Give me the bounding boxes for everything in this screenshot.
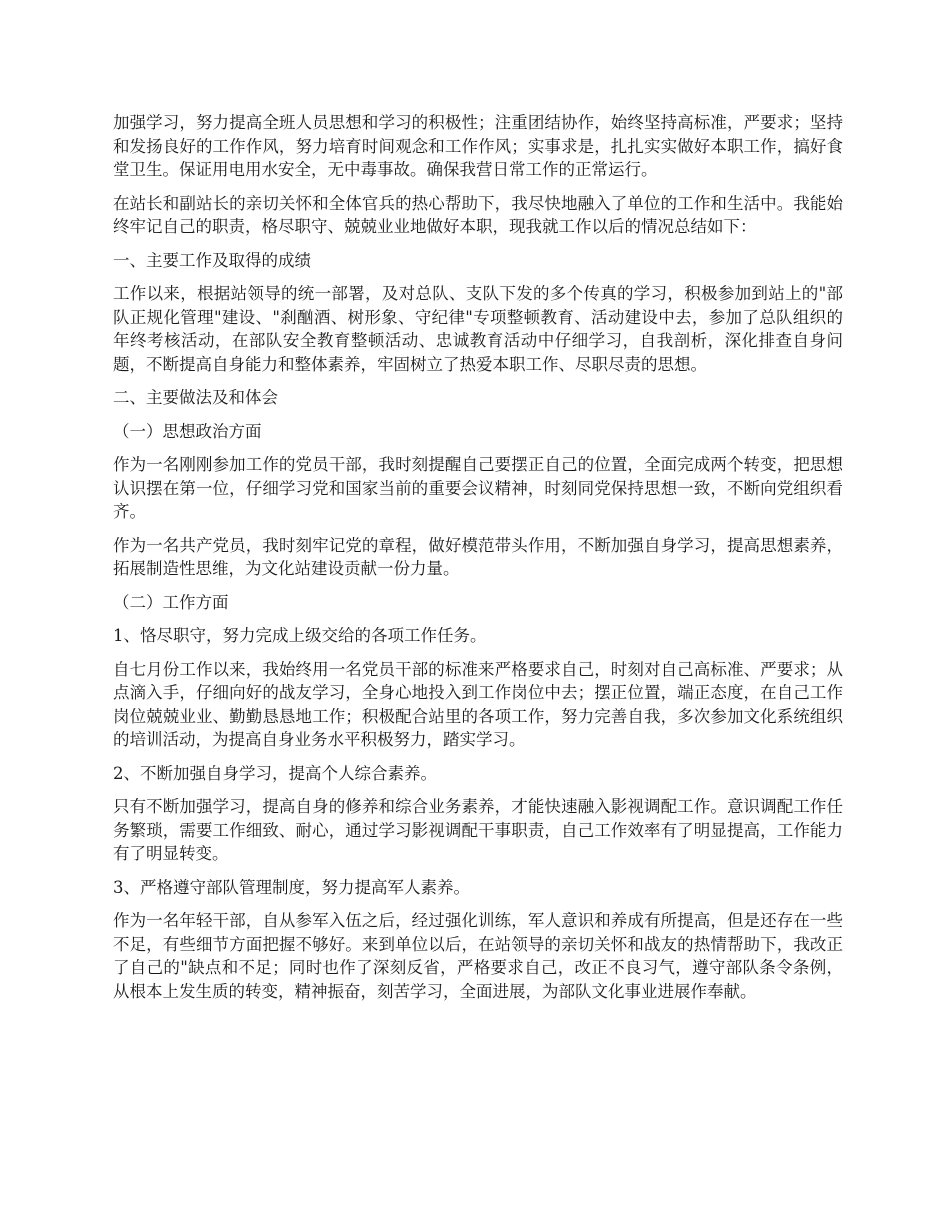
paragraph: 只有不断加强学习，提高自身的修养和综合业务素养，才能快速融入影视调配工作。意识调配工作任务繁琐，需要工作细致、耐心，通过学习影视调配干事职责，自己工作效率有了明显提高，工作能力有了明显转变。 — [113, 797, 843, 863]
item-heading: 1、恪尽职守，努力完成上级交给的各项工作任务。 — [113, 626, 487, 645]
paragraph: 作为一名年轻干部，自从参军入伍之后，经过强化训练，军人意识和养成有所提高，但是还存在一些不足，有些细节方面把握不够好。来到单位以后，在站领导的亲切关怀和战友的热情帮助下，我改正了自己的"缺点和不足；同时也作了深刻反省，严格要求自己，改正不良习气，遵守部队条令条例，从根本上发生质的转变，精神振奋，刻苦学习，全面进展，为部队文化事业进展作奉献。 — [113, 911, 843, 1001]
paragraph: 作为一名刚刚参加工作的党员干部，我时刻提醒自己要摆正自己的位置，全面完成两个转变，把思想认识摆在第一位，仔细学习党和国家当前的重要会议精神，时刻同党保持思想一致，不断向党组织看齐。 — [113, 455, 843, 521]
paragraph: 加强学习，努力提高全班人员思想和学习的积极性；注重团结协作，始终坚持高标准，严要求；坚持和发扬良好的工作作风，努力培育时间观念和工作作风；实事求是，扎扎实实做好本职工作，搞好食堂卫生。保证用电用水安全，无中毒事故。确保我营日常工作的正常运行。 — [113, 113, 843, 179]
paragraph: 作为一名共产党员，我时刻牢记党的章程，做好模范带头作用，不断加强自身学习，提高思想素养，拓展制造性思维，为文化站建设贡献一份力量。 — [113, 535, 843, 578]
paragraph: 工作以来，根据站领导的统一部署，及对总队、支队下发的多个传真的学习，积极参加到站上的"部队正规化管理"建设、"刹酗酒、树形象、守纪律"专项整顿教育、活动建设中去，参加了总队组织的年终考核活动，在部队安全教育整顿活动、忠诚教育活动中仔细学习，自我剖析，深化排查自身问题，不断提高自身能力和整体素养，牢固树立了热爱本职工作、尽职尽责的思想。 — [113, 284, 843, 374]
document-body — [113, 111, 843, 1013]
paragraph: 自七月份工作以来，我始终用一名党员干部的标准来严格要求自己，时刻对自己高标准、严要求；从点滴入手，仔细向好的战友学习，全身心地投入到工作岗位中去；摆正位置，端正态度，在自己工作岗位兢兢业业、勤勤恳恳地工作；积极配合站里的各项工作，努力完善自我，多次参加文化系统组织的培训活动，为提高自身业务水平积极努力，踏实学习。 — [113, 659, 843, 749]
paragraph: 在站长和副站长的亲切关怀和全体官兵的热心帮助下，我尽快地融入了单位的工作和生活中。我能始终牢记自己的职责，格尽职守、兢兢业业地做好本职，现我就工作以后的情况总结如下： — [113, 193, 843, 236]
section-heading: 二、主要做法及和体会 — [113, 388, 278, 407]
item-heading: 3、严格遵守部队管理制度，努力提高军人素养。 — [113, 877, 470, 897]
section-heading: 一、主要工作及取得的成绩 — [113, 250, 311, 270]
item-heading: 2、不断加强自身学习，提高个人综合素养。 — [113, 763, 437, 783]
subsection-heading: （二）工作方面 — [113, 592, 229, 612]
subsection-heading: （一）思想政治方面 — [113, 421, 262, 441]
